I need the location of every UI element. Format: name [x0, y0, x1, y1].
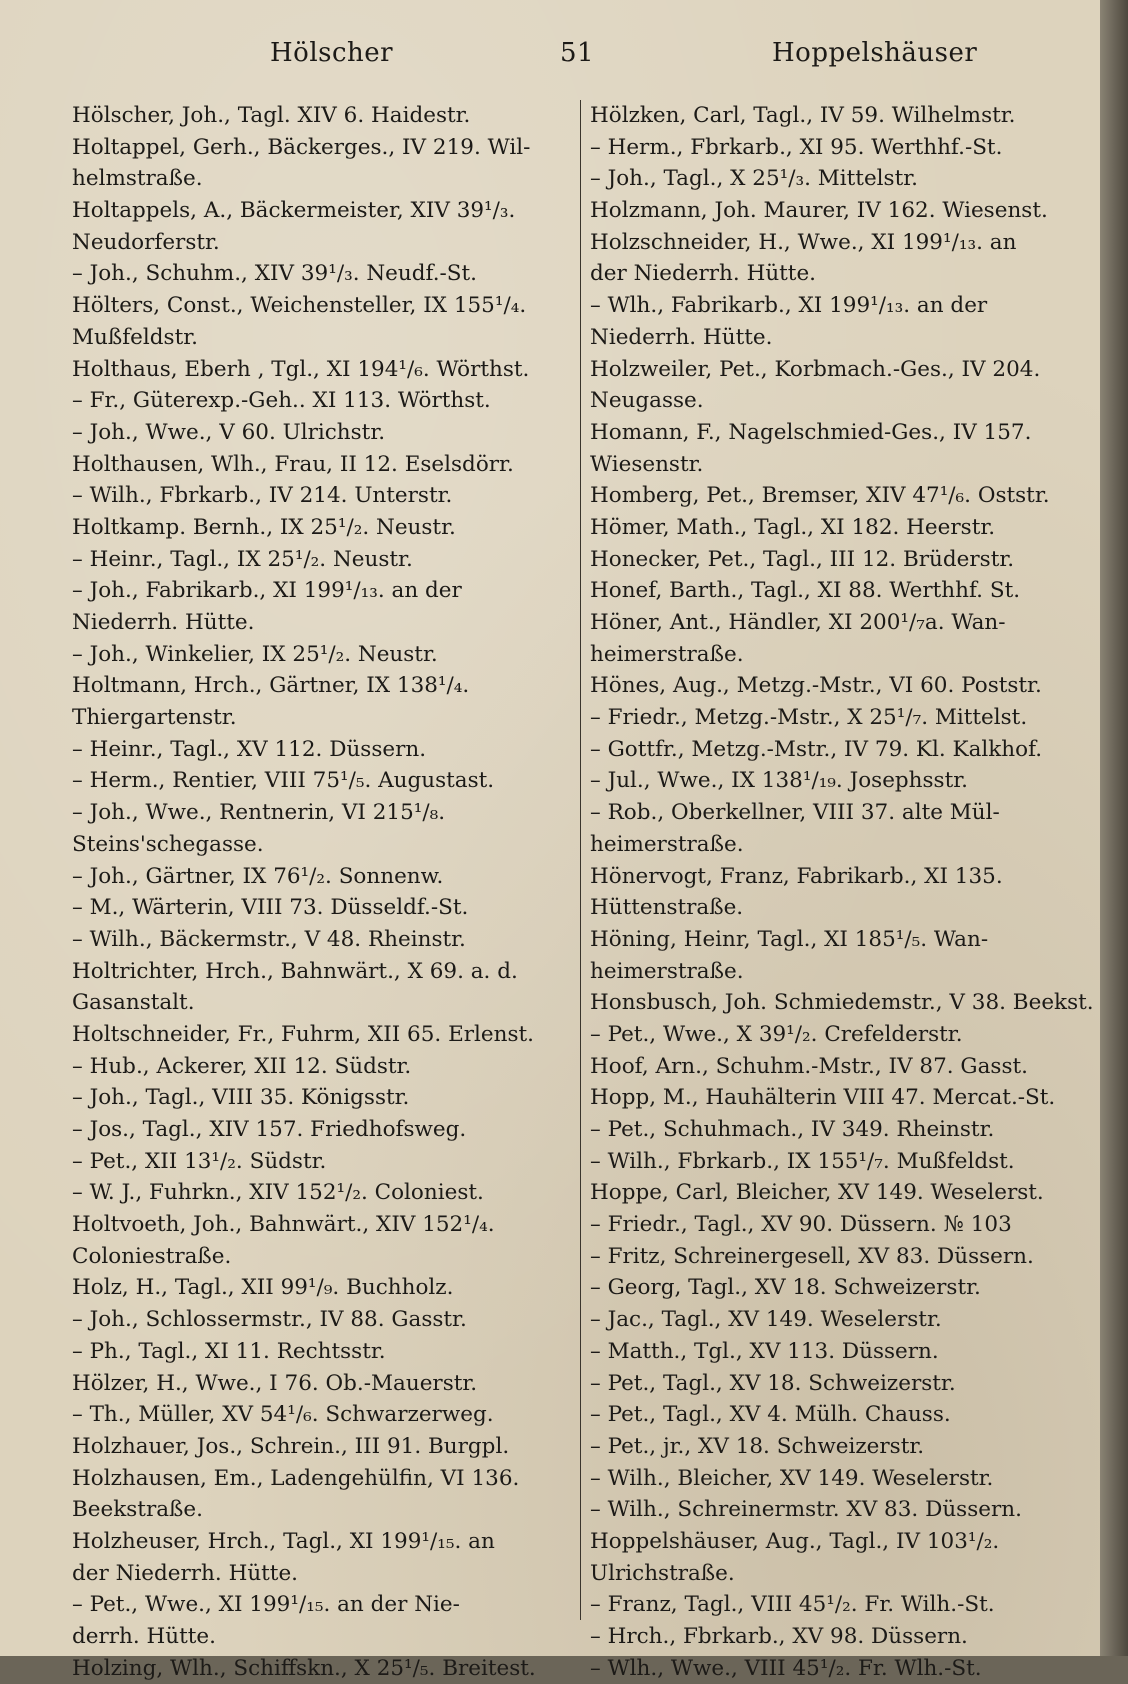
entry-line: Holzweiler, Pet., Korbmach.-Ges., IV 204.	[590, 356, 1041, 382]
entry-line: – M., Wärterin, VIII 73. Düsseldf.-St.	[72, 895, 469, 921]
entry-line: Holzing, Wlh., Schiffskn., X 25¹/₅. Breitest.	[72, 1655, 536, 1681]
entry-line: Holtvoeth, Joh., Bahnwärt., XIV 152¹/₄.	[72, 1212, 495, 1238]
entry-line: Ulrichstraße.	[590, 1560, 735, 1586]
entry-line: Hoppe, Carl, Bleicher, XV 149. Weselerst.	[590, 1180, 1044, 1206]
entry-line: – Wlh., Fabrikarb., XI 199¹/₁₃. an der	[590, 293, 988, 319]
entry-line: – Wilh., Bäckermstr., V 48. Rheinstr.	[72, 926, 466, 952]
entry-line: Neugasse.	[590, 388, 704, 414]
entry-line: – Pet., Schuhmach., IV 349. Rheinstr.	[590, 1117, 995, 1142]
entry-line: Beekstraße.	[72, 1497, 203, 1523]
entry-line: – W. J., Fuhrkn., XIV 152¹/₂. Coloniest.	[72, 1180, 484, 1206]
entry-line: Thiergartenstr.	[72, 705, 237, 731]
entry-line: Homberg, Pet., Bremser, XIV 47¹/₆. Oststr.	[590, 483, 1050, 509]
entry-line: Hölzken, Carl, Tagl., IV 59. Wilhelmstr.	[590, 103, 1016, 128]
entry-line: – Pet., XII 13¹/₂. Südstr.	[72, 1148, 327, 1174]
entry-line: – Joh., Wwe., Rentnerin, VI 215¹/₈.	[72, 800, 446, 826]
entry-line: Hönes, Aug., Metzg.-Mstr., VI 60. Poststr.	[590, 673, 1042, 699]
entry-line: Hopp, M., Hauhälterin VIII 47. Mercat.-St.	[590, 1085, 1056, 1111]
entry-line: Holzschneider, H., Wwe., XI 199¹/₁₃. an	[590, 229, 1017, 255]
entry-line: Neudorferstr.	[72, 229, 220, 255]
entry-line: – Joh., Schuhm., XIV 39¹/₃. Neudf.-St.	[72, 261, 478, 287]
entry-line: Hönervogt, Franz, Fabrikarb., XI 135.	[590, 863, 1003, 889]
entry-line: – Rob., Oberkellner, VIII 37. alte Mül-	[590, 800, 1000, 826]
page-edge	[1100, 0, 1128, 1656]
entry-line: Honecker, Pet., Tagl., III 12. Brüderstr.	[590, 546, 1015, 572]
entry-line: – Pet., jr., XV 18. Schweizerstr.	[590, 1433, 925, 1459]
entry-line: Niederrh. Hütte.	[590, 324, 773, 350]
entry-line: – Wilh., Fbrkarb., IV 214. Unterstr.	[72, 483, 453, 509]
entry-line: Holtappels, A., Bäckermeister, XIV 39¹/₃.	[72, 198, 516, 224]
entry-line: Honsbusch, Joh. Schmiedemstr., V 38. Beekst.	[590, 990, 1094, 1016]
entry-line: der Niederrh. Hütte.	[72, 1560, 299, 1586]
entry-line: – Wilh., Schreinermstr. XV 83. Düssern.	[590, 1497, 1022, 1523]
entry-line: Hömer, Math., Tagl., XI 182. Heerstr.	[590, 514, 996, 540]
entry-line: Holtappel, Gerh., Bäckerges., IV 219. Wil-	[72, 134, 531, 160]
entry-line: – Fr., Güterexp.-Geh.. XI 113. Wörthst.	[72, 388, 491, 414]
right-column	[590, 100, 1100, 1684]
entry-line: Holthaus, Eberh , Tgl., XI 194¹/₆. Wörthst.	[72, 356, 530, 382]
header-left-catchword: Hölscher	[270, 38, 394, 68]
entry-line: – Friedr., Metzg.-Mstr., X 25¹/₇. Mittelst.	[590, 705, 1028, 731]
entry-line: – Th., Müller, XV 54¹/₆. Schwarzerweg.	[72, 1402, 494, 1428]
entry-line: – Herm., Rentier, VIII 75¹/₅. Augustast.	[72, 768, 495, 794]
entry-line: – Gottfr., Metzg.-Mstr., IV 79. Kl. Kalkhof.	[590, 736, 1043, 762]
entry-line: – Wilh., Bleicher, XV 149. Weselerstr.	[590, 1465, 994, 1491]
entry-line: – Hub., Ackerer, XII 12. Südstr.	[72, 1053, 412, 1079]
entry-line: Gasanstalt.	[72, 990, 195, 1016]
entry-line: – Joh., Tagl., VIII 35. Königsstr.	[72, 1085, 410, 1111]
entry-line: – Pet., Tagl., XV 4. Mülh. Chauss.	[590, 1402, 951, 1428]
entry-line: Holtkamp. Bernh., IX 25¹/₂. Neustr.	[72, 514, 456, 540]
entry-line: – Pet., Tagl., XV 18. Schweizerstr.	[590, 1370, 956, 1396]
entry-line: der Niederrh. Hütte.	[590, 261, 817, 287]
entry-line: Holtmann, Hrch., Gärtner, IX 138¹/₄.	[72, 673, 470, 699]
entry-line: Hölscher, Joh., Tagl. XIV 6. Haidestr.	[72, 103, 471, 128]
entry-line: Holzhauer, Jos., Schrein., III 91. Burgpl.	[72, 1433, 510, 1459]
entry-line: – Jac., Tagl., XV 149. Weselerstr.	[590, 1307, 942, 1333]
entry-line: Steins'schegasse.	[72, 831, 264, 857]
entry-line: – Joh., Winkelier, IX 25¹/₂. Neustr.	[72, 641, 438, 667]
entry-line: – Wlh., Wwe., VIII 45¹/₂. Fr. Wlh.-St.	[590, 1655, 982, 1681]
entry-line: helmstraße.	[72, 166, 203, 192]
entry-line: Hoof, Arn., Schuhm.-Mstr., IV 87. Gasst.	[590, 1053, 1028, 1079]
entry-line: – Herm., Fbrkarb., XI 95. Werthhf.-St.	[590, 134, 1003, 160]
entry-line: Holzmann, Joh. Maurer, IV 162. Wiesenst.	[590, 198, 1048, 224]
page-header	[0, 38, 1100, 78]
entry-line: – Joh., Gärtner, IX 76¹/₂. Sonnenw.	[72, 863, 444, 889]
entry-line: Honef, Barth., Tagl., XI 88. Werthhf. St.	[590, 578, 1021, 604]
entry-line: – Jos., Tagl., XIV 157. Friedhofsweg.	[72, 1117, 467, 1142]
header-right-catchword: Hoppelshäuser	[772, 38, 978, 68]
entry-line: derrh. Hütte.	[72, 1624, 216, 1649]
entry-line: Holtschneider, Fr., Fuhrm, XII 65. Erlenst.	[72, 1021, 535, 1047]
entry-line: – Matth., Tgl., XV 113. Düssern.	[590, 1338, 939, 1364]
entry-line: – Heinr., Tagl., XV 112. Düssern.	[72, 736, 427, 762]
entry-line: – Wilh., Fbrkarb., IX 155¹/₇. Mußfeldst.	[590, 1148, 1015, 1174]
entry-line: – Pet., Wwe., XI 199¹/₁₅. an der Nie-	[72, 1592, 460, 1618]
left-column	[72, 100, 592, 1684]
entry-line: heimerstraße.	[590, 641, 744, 667]
entry-line: Höning, Heinr, Tagl., XI 185¹/₅. Wan-	[590, 926, 989, 952]
entry-line: heimerstraße.	[590, 831, 744, 857]
entry-line: – Jul., Wwe., IX 138¹/₁₉. Josephsstr.	[590, 768, 968, 794]
entry-line: Hüttenstraße.	[590, 895, 744, 921]
entry-line: Holthausen, Wlh., Frau, II 12. Eselsdörr.	[72, 451, 514, 477]
entry-line: – Hrch., Fbrkarb., XV 98. Düssern.	[590, 1624, 968, 1649]
page-number: 51	[560, 38, 595, 68]
entry-line: – Heinr., Tagl., IX 25¹/₂. Neustr.	[72, 546, 413, 572]
entry-line: – Franz, Tagl., VIII 45¹/₂. Fr. Wilh.-St.	[590, 1592, 995, 1618]
entry-line: Holzheuser, Hrch., Tagl., XI 199¹/₁₅. an	[72, 1528, 495, 1554]
entry-line: Hölters, Const., Weichensteller, IX 155¹/₄.	[72, 293, 527, 319]
entry-line: – Ph., Tagl., XI 11. Rechtsstr.	[72, 1338, 386, 1364]
entry-line: – Pet., Wwe., X 39¹/₂. Crefelderstr.	[590, 1021, 963, 1047]
entry-line: Homann, F., Nagelschmied-Ges., IV 157.	[590, 419, 1032, 445]
entry-line: – Joh., Schlossermstr., IV 88. Gasstr.	[72, 1307, 467, 1333]
entry-line: Höner, Ant., Händler, XI 200¹/₇a. Wan-	[590, 610, 1006, 635]
entry-line: Wiesenstr.	[590, 451, 704, 477]
entry-line: – Georg, Tagl., XV 18. Schweizerstr.	[590, 1275, 981, 1301]
entry-line: Holzhausen, Em., Ladengehülfin, VI 136.	[72, 1465, 520, 1491]
entry-line: heimerstraße.	[590, 958, 744, 984]
entry-line: Niederrh. Hütte.	[72, 610, 255, 635]
entry-line: Hölzer, H., Wwe., I 76. Ob.-Mauerstr.	[72, 1370, 478, 1396]
entry-line: Hoppelshäuser, Aug., Tagl., IV 103¹/₂.	[590, 1528, 1000, 1554]
entry-line: Mußfeldstr.	[72, 324, 198, 350]
entry-line: – Friedr., Tagl., XV 90. Düssern. № 103	[590, 1212, 1012, 1238]
entry-line: Holtrichter, Hrch., Bahnwärt., X 69. a. d.	[72, 958, 518, 984]
entry-line: – Joh., Tagl., X 25¹/₃. Mittelstr.	[590, 166, 918, 192]
entry-line: – Joh., Wwe., V 60. Ulrichstr.	[72, 419, 386, 445]
entry-line: – Joh., Fabrikarb., XI 199¹/₁₃. an der	[72, 578, 462, 604]
entry-line: Coloniestraße.	[72, 1243, 232, 1269]
entry-line: Holz, H., Tagl., XII 99¹/₉. Buchholz.	[72, 1275, 454, 1301]
column-divider	[580, 100, 581, 1620]
entry-line: – Fritz, Schreinergesell, XV 83. Düssern.	[590, 1243, 1034, 1269]
